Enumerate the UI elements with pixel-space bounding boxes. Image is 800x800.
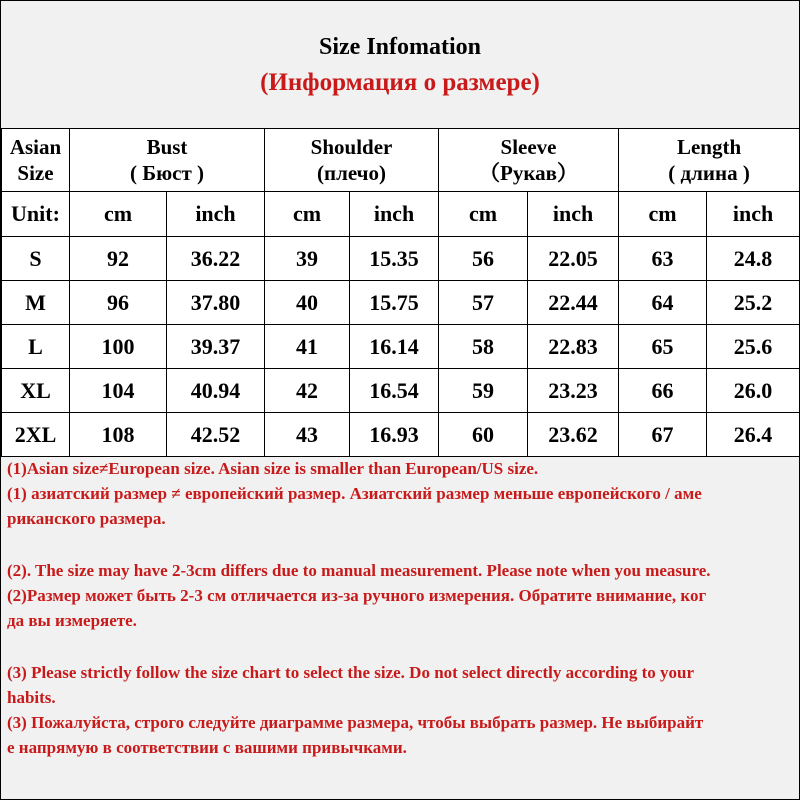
shoulder-header-en: Shoulder	[310, 135, 393, 159]
measurement-cell: 39	[265, 237, 350, 281]
size-table	[1, 128, 800, 457]
unit-cell: cm	[619, 192, 707, 237]
unit-cell: cm	[265, 192, 350, 237]
measurement-cell: 23.23	[528, 369, 619, 413]
size-header-line1: Asian	[9, 135, 62, 159]
note-2-ru-line2: да вы измеряете.	[7, 611, 137, 630]
note-3-en-line2: habits.	[7, 688, 56, 707]
note-3-ru-line1: (3) Пожалуйста, строго следуйте диаграмме размера, чтобы выбрать размер. Не выбирайт	[7, 713, 704, 732]
measurement-cell: 60	[439, 413, 528, 457]
header	[1, 1, 799, 128]
measurement-cell: 22.83	[528, 325, 619, 369]
measurement-cell: 57	[439, 281, 528, 325]
unit-cell: inch	[167, 192, 265, 237]
size-column-header	[2, 129, 70, 192]
measurement-cell: 58	[439, 325, 528, 369]
measurement-cell: 36.22	[167, 237, 265, 281]
measurement-cell: 26.0	[707, 369, 800, 413]
measurement-cell: 39.37	[167, 325, 265, 369]
measurement-cell: 67	[619, 413, 707, 457]
sleeve-header	[439, 129, 619, 192]
table-row	[2, 413, 800, 457]
size-cell: XL	[2, 369, 70, 413]
size-header-line2: Size	[17, 161, 54, 185]
measurement-cell: 16.14	[350, 325, 439, 369]
size-cell: S	[2, 237, 70, 281]
title-russian: (Информация о размере)	[260, 69, 540, 96]
measurement-cell: 40	[265, 281, 350, 325]
measurement-cell: 25.2	[707, 281, 800, 325]
table-row	[2, 325, 800, 369]
measurement-cell: 66	[619, 369, 707, 413]
table-header-row	[2, 129, 800, 192]
size-cell: L	[2, 325, 70, 369]
measurement-cell: 15.75	[350, 281, 439, 325]
measurement-cell: 63	[619, 237, 707, 281]
bust-header-ru: ( Бюст )	[129, 161, 205, 185]
size-rows	[2, 237, 800, 457]
length-header	[619, 129, 800, 192]
measurement-cell: 43	[265, 413, 350, 457]
shoulder-header-ru: (плечо)	[317, 161, 387, 185]
measurement-cell: 96	[70, 281, 167, 325]
measurement-cell: 22.44	[528, 281, 619, 325]
measurement-cell: 59	[439, 369, 528, 413]
unit-row	[2, 192, 800, 237]
measurement-cell: 23.62	[528, 413, 619, 457]
note-1-en: (1)Asian size≠European size. Asian size is smaller than European/US size.	[7, 459, 539, 478]
unit-cell: inch	[350, 192, 439, 237]
note-2-en: (2). The size may have 2-3cm differs due to manual measurement. Please note when you measure.	[7, 561, 711, 580]
size-cell: M	[2, 281, 70, 325]
note-3-ru-line2: е напрямую в соответствии с вашими привычками.	[7, 738, 407, 757]
measurement-cell: 26.4	[707, 413, 800, 457]
size-cell: 2XL	[2, 413, 70, 457]
title-english: Size Infomation	[319, 34, 481, 60]
measurement-cell: 64	[619, 281, 707, 325]
measurement-cell: 108	[70, 413, 167, 457]
unit-cell: inch	[707, 192, 800, 237]
unit-label: Unit:	[2, 192, 70, 237]
measurement-cell: 42	[265, 369, 350, 413]
table-row	[2, 369, 800, 413]
measurement-cell: 65	[619, 325, 707, 369]
note-3-en-line1: (3) Please strictly follow the size chart to select the size. Do not select directly according to your	[7, 663, 695, 682]
table-row	[2, 281, 800, 325]
notes	[1, 456, 797, 760]
bust-header	[70, 129, 265, 192]
shoulder-header	[265, 129, 439, 192]
measurement-cell: 40.94	[167, 369, 265, 413]
unit-cell: inch	[528, 192, 619, 237]
measurement-cell: 104	[70, 369, 167, 413]
measurement-cell: 37.80	[167, 281, 265, 325]
sleeve-header-en: Sleeve	[500, 135, 557, 159]
measurement-cell: 56	[439, 237, 528, 281]
measurement-cell: 25.6	[707, 325, 800, 369]
sleeve-header-ru: （Рукав）	[479, 161, 578, 185]
unit-cell: cm	[70, 192, 167, 237]
measurement-cell: 41	[265, 325, 350, 369]
measurement-cell: 92	[70, 237, 167, 281]
length-header-ru: ( длина )	[668, 161, 750, 185]
measurement-cell: 100	[70, 325, 167, 369]
note-2-ru-line1: (2)Размер может быть 2-3 см отличается из-за ручного измерения. Обратите внимание, ког	[7, 586, 707, 605]
measurement-cell: 24.8	[707, 237, 800, 281]
measurement-cell: 16.54	[350, 369, 439, 413]
note-1-ru-line1: (1) азиатский размер ≠ европейский размер. Азиатский размер меньше европейского / аме	[7, 484, 702, 503]
measurement-cell: 16.93	[350, 413, 439, 457]
measurement-cell: 15.35	[350, 237, 439, 281]
measurement-cell: 42.52	[167, 413, 265, 457]
note-1-ru-line2: риканского размера.	[7, 509, 166, 528]
unit-cell: cm	[439, 192, 528, 237]
measurement-cell: 22.05	[528, 237, 619, 281]
table-row	[2, 237, 800, 281]
length-header-en: Length	[676, 135, 742, 159]
bust-header-en: Bust	[146, 135, 188, 159]
